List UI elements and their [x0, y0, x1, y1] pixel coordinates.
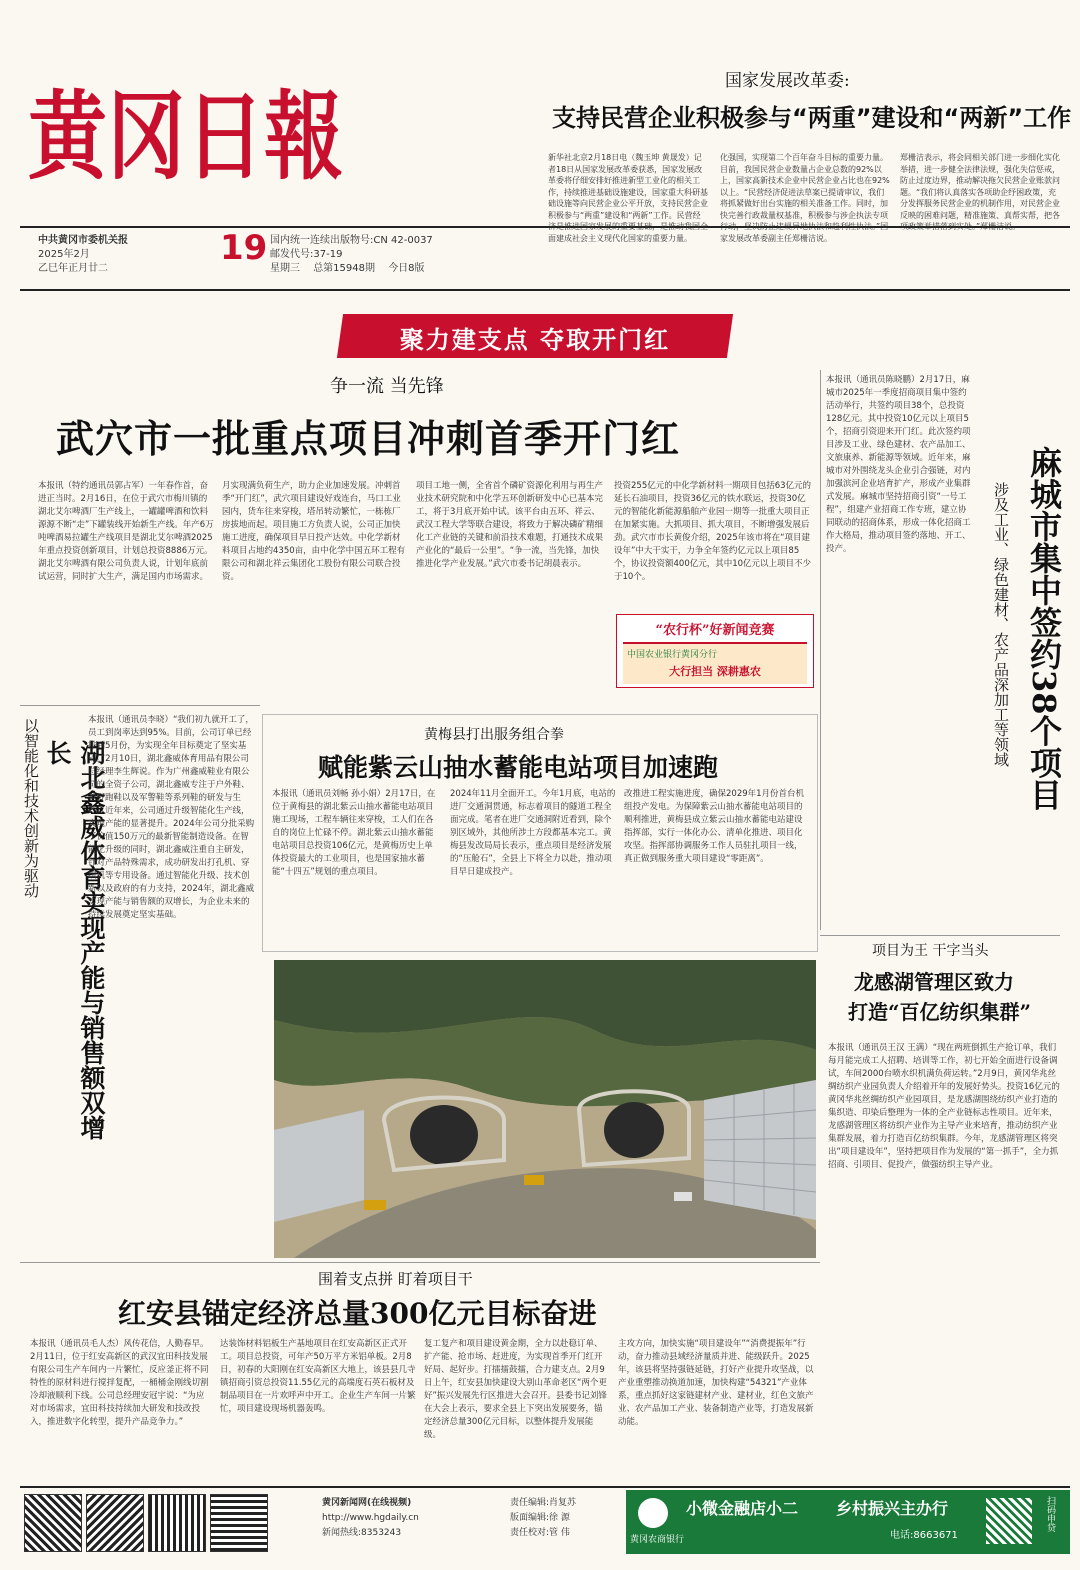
footer-qr-3 [148, 1494, 206, 1552]
footer-proofreader: 责任校对:管 伟 [510, 1528, 570, 1538]
hongan-title: 红安县锚定经济总量300亿元目标奋进 [118, 1297, 597, 1330]
footer-slogan-2: 乡村振兴主办行 [836, 1499, 949, 1518]
footer-hotline: 新闻热线:8353243 [322, 1528, 402, 1538]
footer-qr-bank [986, 1498, 1032, 1544]
footer-qr-label: 扫码申贷 [1045, 1496, 1055, 1532]
footer-bank-name: 黄冈农商银行 [630, 1535, 685, 1545]
footer-url[interactable]: http://www.hgdaily.cn [322, 1513, 419, 1523]
logo-calligraphy [28, 58, 348, 198]
hongan-col3: 复工复产和项目建设黄金期，全力以赴稳订单、扩产能、抢市场、赶进度，为实现首季开门红开好局、起好步。打擂擂鼓擂，合力建支点。2月9日上午，红安县加快建设大别山革命老区“两个更好”振兴发展先行区推进大会召开。县委书记刘锋在大会上表示，要求全县上下突出发展要务，锚定经济总量300亿元目标，以整体提升发展能级。 [424, 1339, 607, 1440]
banner-text: 聚力建支点 夺取开门红 [399, 325, 671, 354]
footer-bank-ad [626, 1490, 1070, 1554]
hongan-col1: 本报讯（通讯员毛人杰）风传花信，人勤春早。2月11日，位于红安高新区的武汉宜田科技发展有限公司生产车间内一片繁忙，反应釜正将不同特性的原材料进行搅拌复配，一桶桶金刚线切割冷却液顺利下线。公司总经理安冠宇说：“为应对市场需求，宜田科技持续加大研发和技改投入，推进数字化转型，提升产品竞争力。” [30, 1339, 209, 1427]
ad-slogan: 大行担当 深耕惠农 [669, 665, 761, 678]
bank-ad [616, 614, 814, 688]
footer-designer: 版面编辑:徐 源 [510, 1513, 570, 1523]
top-story-kicker: 国家发展改革委: [725, 71, 850, 91]
top-story-col1: 新华社北京2月18日电（魏玉坤 黄晟发）记者18日从国家发展改革委获悉，国家发展改革委将仔细安排好推进新型工业化的相关工作，持续推进基础设施建设，国家重大科研基础设施等向民营企业公平开放，支持民营企业积极参与“两重”建设和“两新”工作。民营经济是推进国家发展的重要基础，是推动我国全面建成社会主义现代化国家的重要力量。 [548, 153, 708, 243]
construction-photo [274, 960, 816, 1258]
sponsor: 中共黄冈市委机关报 [38, 235, 128, 246]
macheng-subtitle: 涉及工业、绿色建材、农产品深加工等领域 [992, 482, 1010, 767]
footer-qr-2 [86, 1494, 144, 1552]
svg-text:黄冈日報: 黄冈日報 [28, 80, 343, 193]
hongan-col4: 主攻方向，加快实施“项目建设年”“消费提振年”行动，奋力推动县域经济量质并进、能级跃升。2025年，该县将坚持强链延链，打好产业提升攻坚战，以产业重塑推动换道加速，加快构建“54321”产业体系，重点抓好这家链建材产业、建材业，红色文旅产业、农产品加工产业、装备制造产业等，打造发展新动能。 [618, 1339, 814, 1427]
lead-col3: 项目工地一侧，全省首个磷矿资源化利用与再生产业技术研究院和中化学五环创新研发中心已基本完工，将于3月底开始中试。该平台由五环、祥云、武汉工程大学等联合建设，将致力于解决磷矿精细化工产业链的关键和前沿技术难题，打通技术成果产业化的“最后一公里”。“争一流，当先锋，加快推进化学产业发展。”武穴市委书记胡晨表示。 [416, 481, 604, 569]
macheng-text: 本报讯（通讯员陈晓鹏）2月17日，麻城市2025年一季度招商项目集中签约活动举行，共签约项目38个，总投资128亿元。其中投资10亿元以上项目5个，招商引资迎来开门红。此次签约项目涉及工业、绿色建材、农产品加工、文旅康养、新能源等领域。近年来，麻城市对外围绕龙头企业引合强链，对内加强滨河企业培育扩产，形成产业集群式发展。麻城市坚持招商引资“一号工程”，组建产业招商工作专班，建立协同联动的招商体系，形成一体化招商工作大格局，推动项目签约落地、开工、投产。 [826, 375, 971, 554]
page-count: 今日8版 [388, 263, 425, 274]
hongan-col2: 达装饰材料铝板生产基地项目在红安高新区正式开工。项目总投资，可年产50万平方米铝单板。2月8日，初春的大阳刚在红安高新区大地上，该县县几寺镇招商引资总投资11.55亿元的高端度石英石板材及制品项目在一片欢呼声中开工。企业生产车间一片繁忙，项目建设现场机器轰鸣。 [220, 1339, 416, 1414]
postal-code: 邮发代号:37-19 [270, 249, 343, 260]
tunnel-site-illustration [274, 960, 816, 1258]
lead-col1: 本报讯（特约通讯员郭占军）一年春作首，奋进正当时。2月16日，在位于武穴市梅川镇的湖北艾尔啤酒厂生产线上，一罐罐啤酒和饮料源源不断“走”下罐装线开始新生产线。年产6万吨啤酒易拉罐生产线项目是湖北艾尔啤酒2025年重点投资创新项目，计划总投资8886万元。湖北艾尔啤酒有限公司负责人说，计划年底前试运营，同时扩大生产，满足国内市场需求。 [38, 481, 214, 582]
ad-bank-name: 中国农业银行黄冈分行 [627, 650, 718, 660]
footer-qr-4 [210, 1494, 268, 1552]
top-story-title: 支持民营企业积极参与“两重”建设和“两新”工作 [552, 104, 1072, 132]
top-story-col2: 化强国，实现第二个百年奋斗目标的重要力量。目前，我国民营企业数量占企业总数的92%以上，国家高新技术企业中民营企业占比也在92%以上。“民营经济促进法草案已提请审议，我们将抓紧做好出台实施的相关准备工作。同时，加快完善行政裁量权基准，积极参与涉企执法专项行动，坚决防止违规异地执法和趋利性执法。”国家发展改革委副主任郑栅洁说。 [720, 153, 890, 243]
top-story-col3: 郑栅洁表示，将会同相关部门进一步细化实化举措，进一步健全法律法规，强化失信惩戒，防止过度边界，推动解决拖欠民营企业账款问题。“我们将认真落实各项助企纾困政策，充分发挥服务民营企业的机制作用，对民营企业反映的困难问题，精准施策、真帮实帮，把各项政策举措落到实处。”郑栅洁说。 [900, 153, 1060, 231]
masthead-logo [28, 58, 348, 198]
lead-col4: 投资255亿元的中化学新材料一期项目包括63亿元的延长石油项目，投资36亿元的铁水联运，投资30亿元的智能化新能源船舶产业园一期等一批重大项目正在加紧实施。大抓项目、抓大项目，不断增强发展后劲。武穴市市长黄俊介绍，2025年该市将在“项目建设年”中大干实干，力争全年签约亿元以上项目85个，协议投资额400亿元，其中10亿元以上项目不少于10个。 [614, 481, 812, 582]
footer-qr-left [24, 1494, 82, 1552]
issue-day: 19 [220, 228, 268, 268]
xinwei-title: 湖北鑫威体育实现产能与销售额双增长 [43, 740, 106, 1140]
cn-number: 国内统一连续出版物号:CN 42-0037 [270, 235, 433, 246]
xinwei-subtitle: 以智能化和技术创新为驱动 [22, 718, 40, 898]
footer-editor: 责任编辑:肖复苏 [510, 1498, 577, 1508]
footer-site: 黄冈新闻网(在线视频) [322, 1498, 412, 1508]
weekday: 星期三 [270, 263, 300, 274]
xinwei-text: 本报讯（通讯员李晓）“我们初九就开工了，员工到岗率达到95%。目前，公司订单已经排到5月份，为实现全年目标奠定了坚实基础。”2月10日，湖北鑫威体育用品有限公司总经理李生辉说。作为广州鑫威鞋业有限公司的全资子公司，湖北鑫威专注于户外鞋、越野跑鞋以及军警鞋等系列鞋的研发与生产。近年来，公司通过升级智能化生产线，实现产能的显著提升。2024年公司分批采购了价值150万元的最新智能制造设备。在智能化升级的同时，湖北鑫威注重自主研发，针对产品特殊需求，成功研发出打孔机、穿织机等专用设备。通过智能化升级、技术创新以及政府的有力支持，2024年，湖北鑫威实现产能与销售额的双增长，为企业未来的持续发展奠定坚实基础。 [88, 715, 255, 920]
center-title: 赋能紫云山抽水蓄能电站项目加速跑 [318, 753, 719, 782]
center-col3: 改推进工程实施进度，确保2029年1月份首台机组投产发电。为保障紫云山抽水蓄能电站项目的顺利推进，黄梅县成立紫云山抽水蓄能电站建设指挥部，实行一体化办公、清单化推进、项目化攻坚。指挥部协调服务工作人员驻扎项目一线，真正做到服务重大项目建设“零距离”。 [624, 789, 805, 864]
lead-title: 武穴市一批重点项目冲刺首季开门红 [56, 417, 681, 461]
total-issue: 总第15948期 [313, 263, 375, 274]
lead-kicker: 争一流 当先锋 [330, 376, 444, 397]
center-col2: 2024年11月全面开工。今年1月底，电站的进厂交通洞贯通，标志着项目的隧道工程全面完成。笔者在进厂交通洞附近看到，除个别区域外，其他所涉土方段都基本完工。黄梅县发改局局长表示，重点项目是经济发展的“压舱石”，全县上下将全力以赴，推动项目早日建成投产。 [450, 789, 616, 877]
longgan-title-line2: 打造“百亿纺织集群” [848, 1000, 1032, 1024]
longgan-text: 本报讯（通讯员王汉 王满）“现在两班倒抓生产抢订单，我们每月能完成工人招聘、培训等工作，初七开始全面进行设备调试，车间2000台喷水织机满负荷运转。”2月9日，黄冈华兆丝绸纺织产业园负责人介绍着开年的发展好势头。投资16亿元的黄冈华兆丝绸纺织产业园项目，是龙感湖围绕纺织产业打造的集织造、印染后整理为一体的全产业链标志性项目。近年来，龙感湖管理区将纺织产业作为主导产业来培育，推动纺织产业集群发展，着力打造百亿纺织集群。今年，龙感湖管理区将突出“项目建设年”，坚持把项目作为发展的“第一抓手”，全力抓招商、引项目、促投产，做强纺织主导产业。 [828, 1043, 1060, 1170]
footer-slogan-1: 小微金融店小二 [686, 1499, 799, 1518]
lunar-date: 乙巳年正月廿二 [38, 263, 108, 274]
longgan-title-line1: 龙感湖管理区致力 [854, 970, 1014, 994]
ad-title: “农行杯”好新闻竞赛 [655, 623, 775, 638]
center-kicker: 黄梅县打出服务组合拳 [424, 727, 564, 743]
center-col1: 本报讯（通讯员刘畅 孙小娟）2月17日，在位于黄梅县的湖北紫云山抽水蓄能电站项目施工现场，工程车辆往来穿梭，工人们在各自的岗位上忙碌不停。湖北紫云山抽水蓄能电站项目总投资106亿元，是黄梅历史上单体投资最大的工业项目，也是国家抽水蓄能“十四五”规划的重点项目。 [272, 789, 436, 877]
hongan-kicker: 围着支点拼 盯着项目干 [318, 1270, 473, 1288]
lead-col2: 月实现满负荷生产，助力企业加速发展。冲刺首季“开门红”，武穴项目建设好戏连台，马口工业园内，货车往来穿梭，塔吊转动繁忙，一栋栋厂房拔地而起。项目施工方负责人说，公司正加快施工进度，确保项目早日投产达效。中化学新材料项目占地约4350亩，由中化学中国五环工程有限公司和湖北祥云集团化工股份有限公司联合投资。 [222, 481, 406, 582]
footer-phone: 电话:8663671 [890, 1530, 958, 1541]
issue-date: 2025年2月 [38, 249, 90, 260]
longgan-kicker: 项目为王 干字当头 [872, 943, 989, 959]
macheng-title: 麻城市集中签约38个项目 [1025, 446, 1063, 811]
bank-logo-icon [638, 1498, 668, 1528]
